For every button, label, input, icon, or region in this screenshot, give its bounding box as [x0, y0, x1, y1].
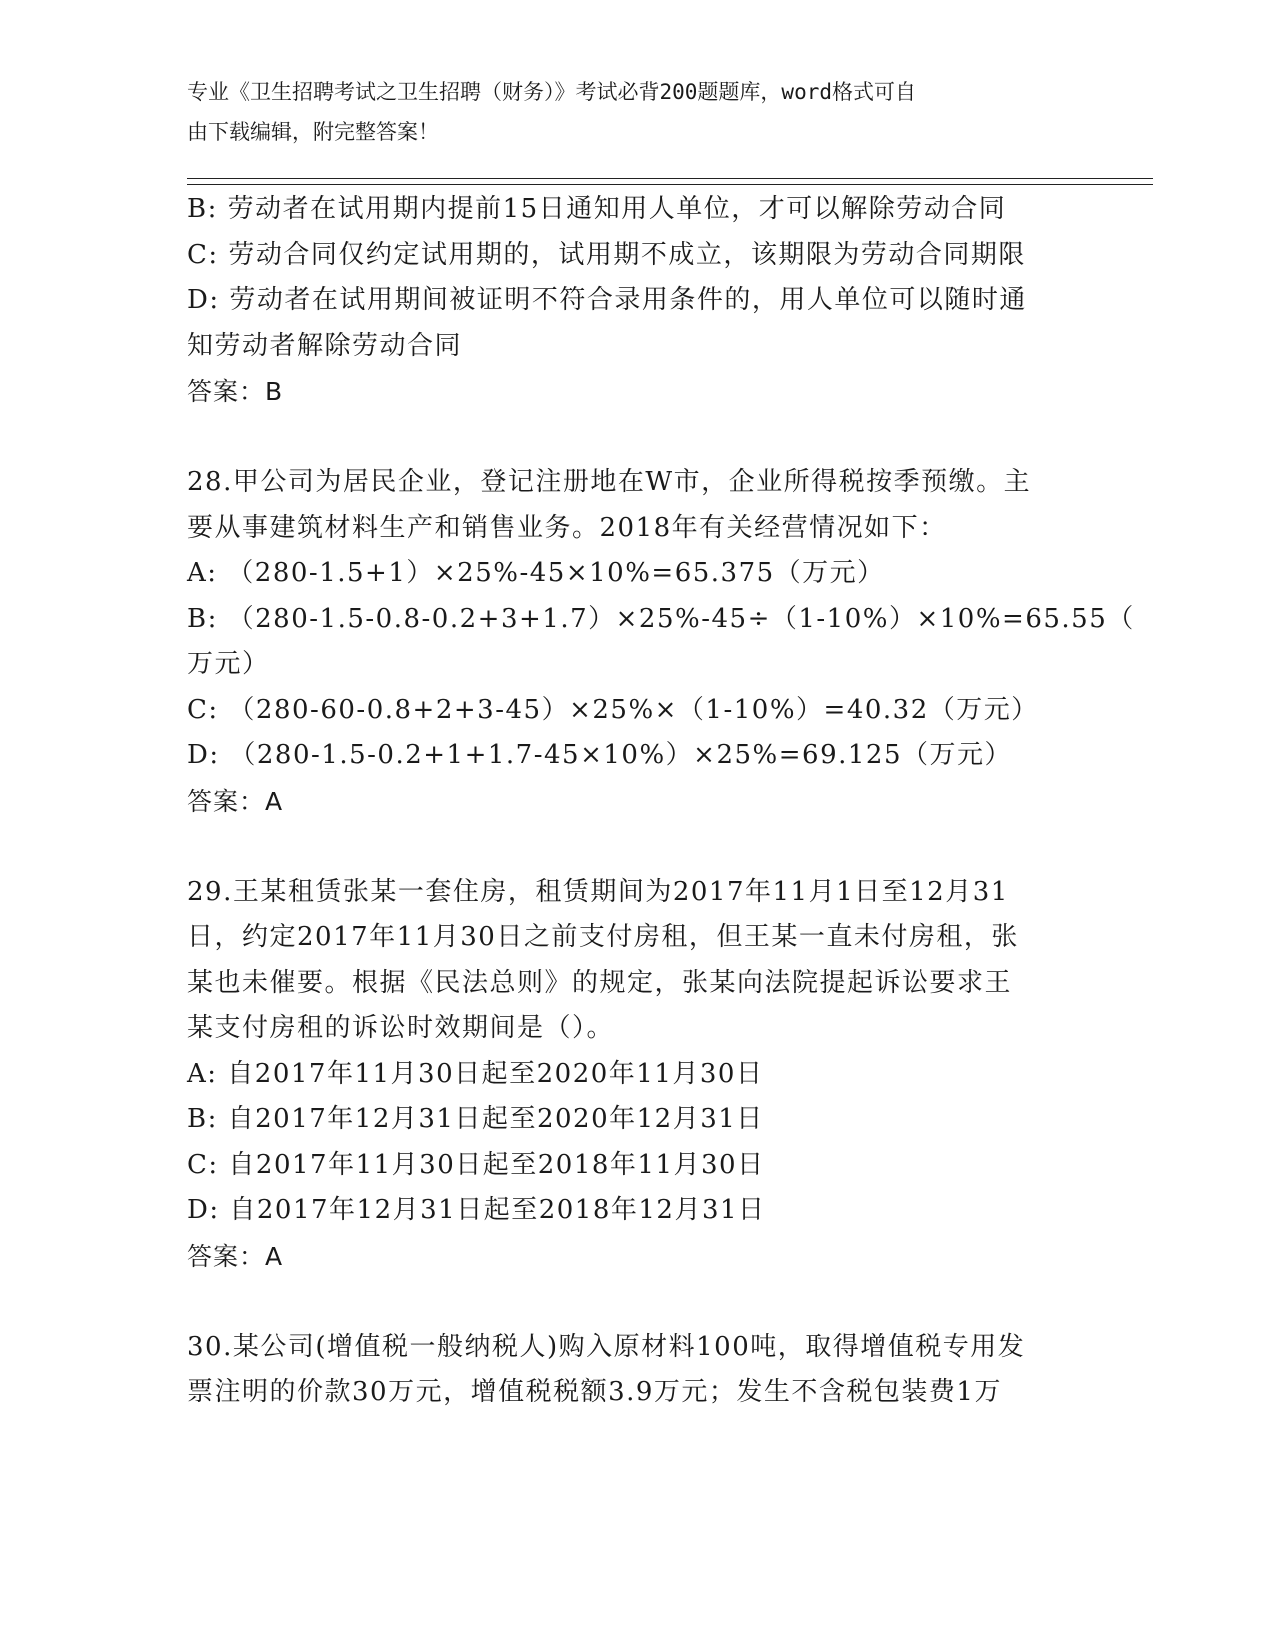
q29-option-c: C: 自2017年11月30日起至2018年11月30日 — [187, 1149, 765, 1180]
q28-answer: 答案：A — [187, 786, 284, 816]
question-29-block — [187, 870, 1087, 1280]
header-divider-bottom — [187, 184, 1153, 185]
q29-option-d: D: 自2017年12月31日起至2018年12月31日 — [187, 1195, 766, 1225]
q29-question-line-4: 某支付房租的诉讼时效期间是（）。 — [187, 1013, 615, 1043]
q28-option-b-line-2: 万元） — [187, 649, 270, 679]
header-line-2: 由下载编辑，附完整答案！ — [187, 120, 439, 144]
q29-question-line-3: 某也未催要。根据《民法总则》的规定，张某向法院提起诉讼要求王 — [187, 967, 1013, 998]
q27-option-b: B: 劳动者在试用期内提前15日通知用人单位，才可以解除劳动合同 — [187, 194, 1007, 224]
q27-option-d-line-1: D: 劳动者在试用期间被证明不符合录用条件的，用人单位可以随时通 — [187, 285, 1027, 315]
q28-option-d: D: （280-1.5-0.2+1+1.7-45×10%）×25%=69.125（万元） — [187, 740, 1013, 770]
question-30-block — [187, 1325, 1087, 1416]
q27-option-c: C: 劳动合同仅约定试用期的，试用期不成立，该期限为劳动合同期限 — [187, 239, 1026, 270]
spacer — [187, 1279, 1087, 1325]
q27-answer: 答案：B — [187, 377, 284, 406]
document-header — [187, 72, 1067, 152]
question-27-block — [187, 187, 1087, 415]
document-body — [187, 187, 1135, 1416]
header-divider-top — [187, 178, 1153, 179]
q27-option-d-line-2: 知劳动者解除劳动合同 — [187, 330, 463, 361]
q29-option-a: A: 自2017年11月30日起至2020年11月30日 — [187, 1058, 764, 1089]
q29-question-line-1: 29.王某租赁张某一套住房，租赁期间为2017年11月1日至12月31 — [187, 876, 1009, 907]
q28-question-line-1: 28.甲公司为居民企业，登记注册地在W市，企业所得税按季预缴。主 — [187, 467, 1032, 497]
spacer — [187, 415, 1087, 461]
q29-question-line-2: 日，约定2017年11月30日之前支付房租，但王某一直未付房租，张 — [187, 922, 1019, 952]
q30-question-line-1: 30.某公司(增值税一般纳税人)购入原材料100吨，取得增值税专用发 — [187, 1331, 1026, 1362]
q28-question-line-2: 要从事建筑材料生产和销售业务。2018年有关经营情况如下： — [187, 512, 947, 543]
q28-option-a: A: （280-1.5+1）×25%-45×10%=65.375（万元） — [187, 558, 885, 588]
q29-option-b: B: 自2017年12月31日起至2020年12月31日 — [187, 1104, 764, 1134]
q30-question-line-2: 票注明的价款30万元，增值税税额3.9万元；发生不含税包装费1万 — [187, 1377, 1002, 1407]
spacer — [187, 824, 1087, 870]
q28-option-c: C: （280-60-0.8+2+3-45）×25%×（1-10%）=40.32（万元） — [187, 694, 1039, 725]
q28-option-b-line-1: B: （280-1.5-0.8-0.2+3+1.7）×25%-45÷（1-10%）×10%=65.55（ — [187, 603, 1135, 634]
header-line-1: 专业《卫生招聘考试之卫生招聘（财务）》考试必背200题题库，word格式可自 — [187, 80, 916, 104]
q29-answer: 答案：A — [187, 1241, 284, 1271]
question-28-block — [187, 460, 1135, 824]
